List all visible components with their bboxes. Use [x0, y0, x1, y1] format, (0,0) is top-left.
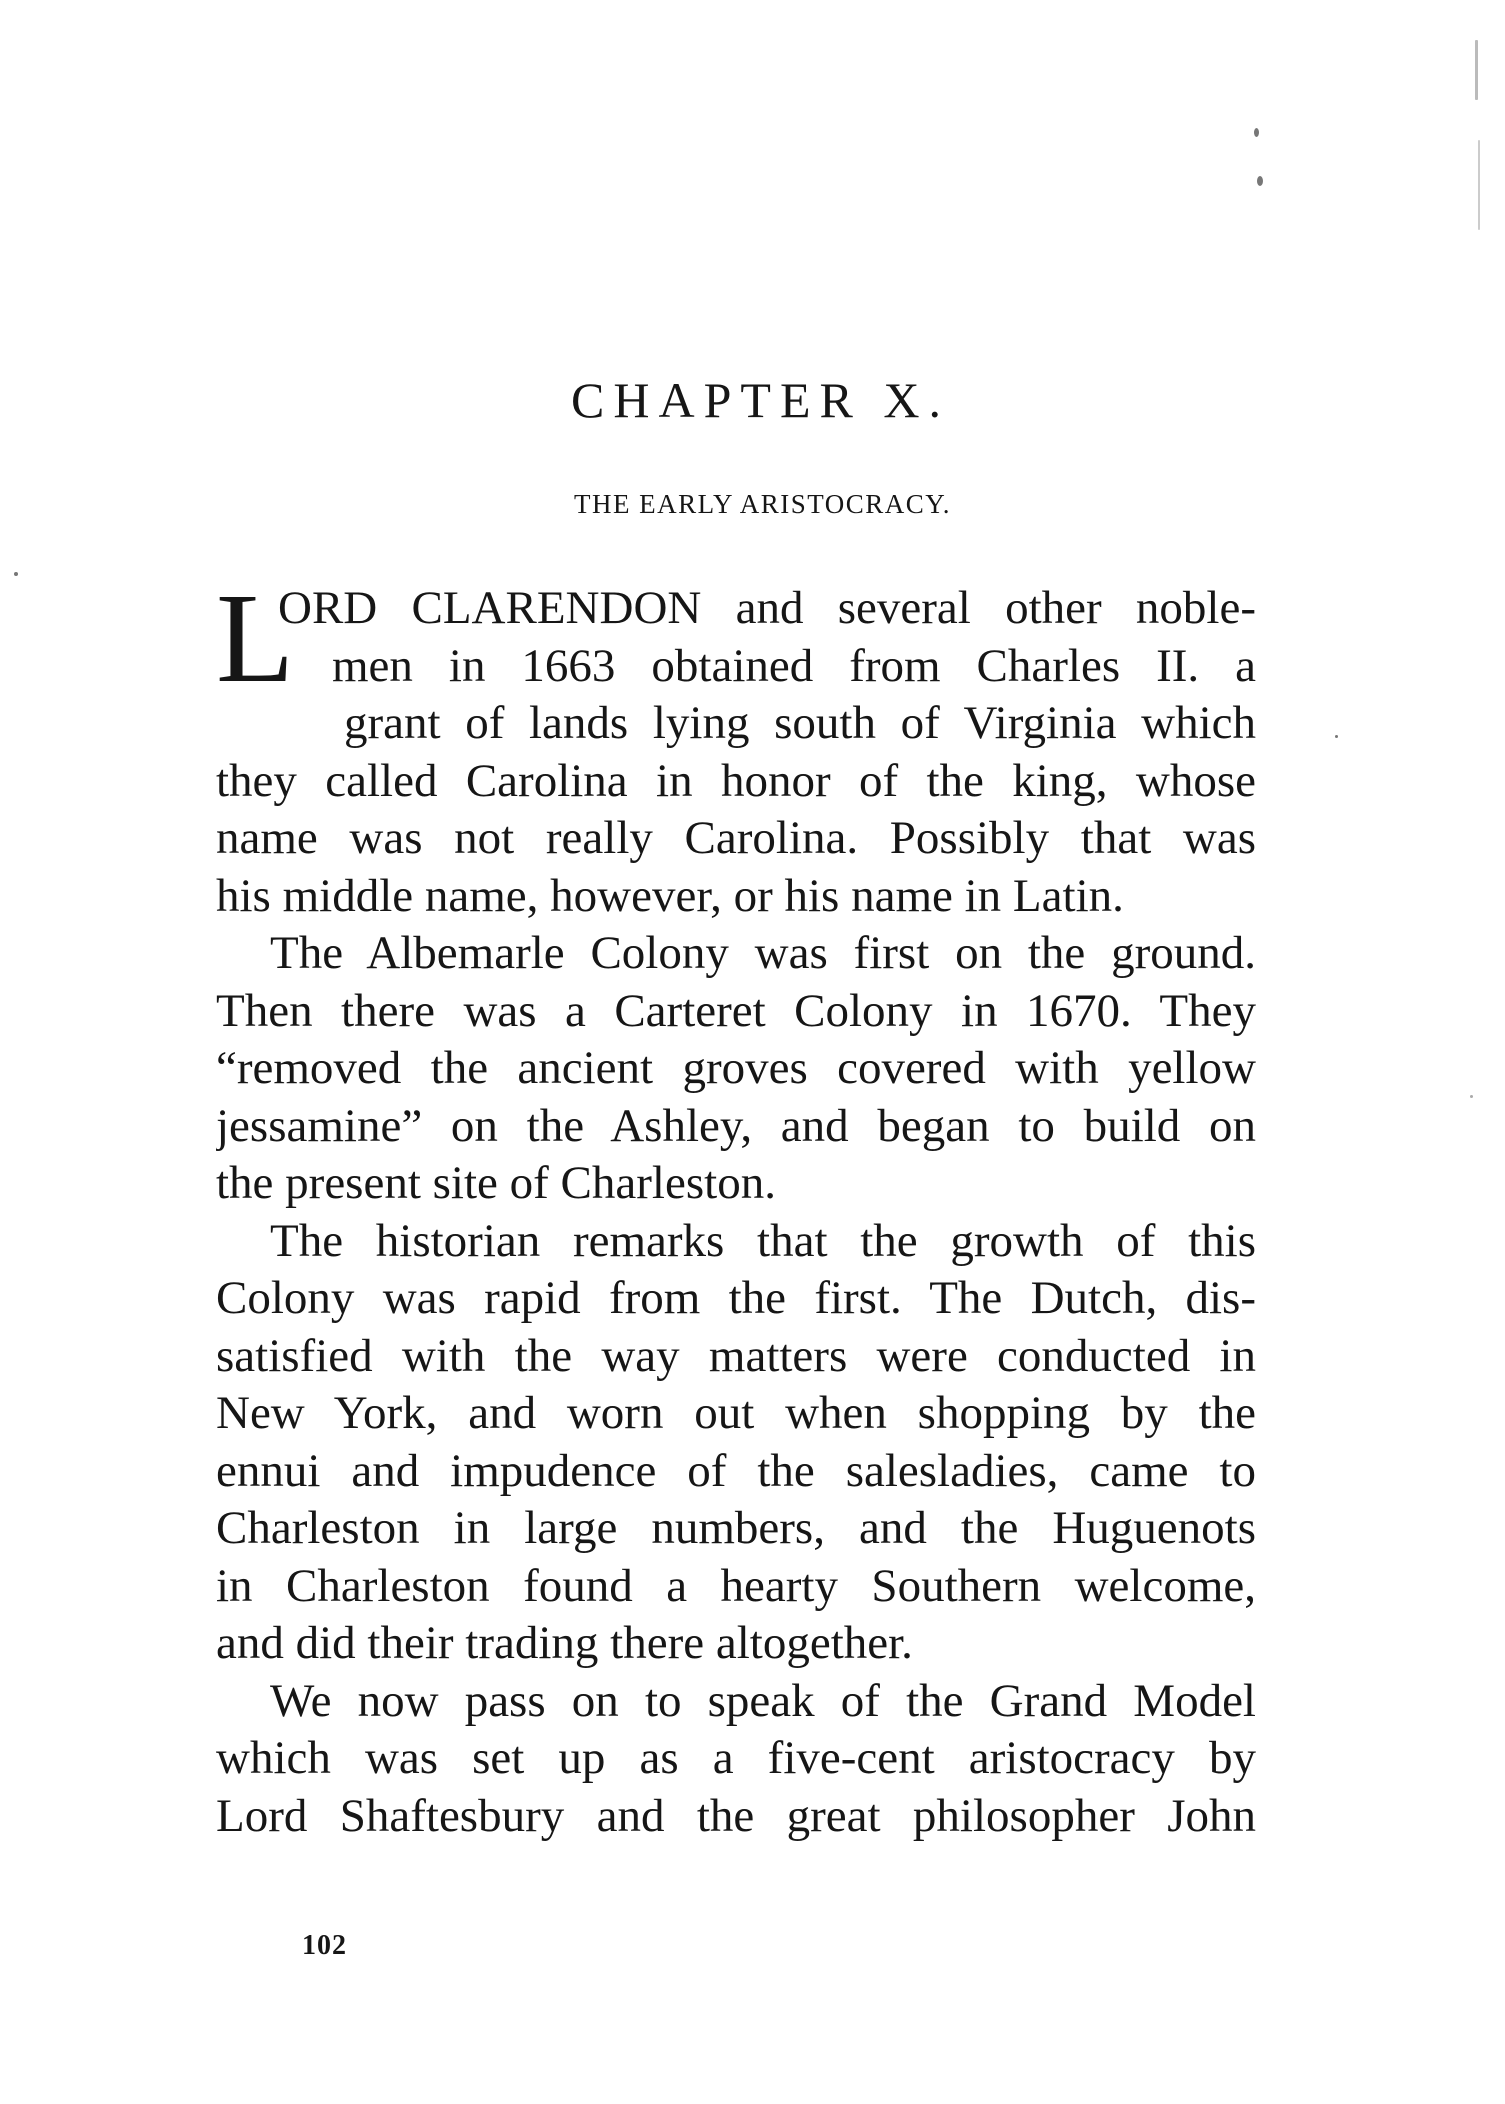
- text-line: satisfied with the way matters were conducted in: [216, 1329, 1256, 1382]
- text-line: Colony was rapid from the first. The Dutch, dis-: [216, 1272, 1256, 1324]
- text-line: Lord Shaftesbury and the great philosopher John: [216, 1789, 1256, 1842]
- body-text: [216, 567, 1256, 1845]
- scan-speck: [1257, 176, 1263, 186]
- scan-speck: [14, 572, 18, 576]
- text-line: men in 1663 obtained from Charles II. a: [332, 639, 1256, 692]
- paragraph-2: [216, 925, 1256, 1213]
- scan-speck: [1254, 128, 1259, 137]
- scan-speck: [1470, 1095, 1473, 1098]
- text-line: the present site of Charleston.: [216, 1157, 776, 1209]
- text-line: We now pass on to speak of the Grand Model: [270, 1674, 1256, 1727]
- page-number: 102: [302, 1930, 347, 1961]
- text-line: and did their trading there altogether.: [216, 1617, 913, 1669]
- text-line: Charleston in large numbers, and the Huguenots: [216, 1502, 1256, 1554]
- scan-speck: [1335, 735, 1338, 738]
- scan-speck: [1478, 140, 1480, 230]
- drop-cap: L: [216, 567, 295, 709]
- text-line: “removed the ancient groves covered with yellow: [216, 1042, 1256, 1094]
- text-line: they called Carolina in honor of the king, whose: [216, 754, 1256, 807]
- text-line: New York, and worn out when shopping by the: [216, 1387, 1256, 1439]
- paragraph-1: [216, 567, 1256, 925]
- text-line: in Charleston found a hearty Southern welcome,: [216, 1559, 1256, 1612]
- text-line: name was not really Carolina. Possibly that was: [216, 812, 1256, 864]
- text-line: The historian remarks that the growth of this: [270, 1214, 1256, 1267]
- text-line: The Albemarle Colony was first on the ground.: [270, 927, 1256, 979]
- text-line: which was set up as a five-cent aristocracy by: [216, 1732, 1256, 1784]
- paragraph-4: [216, 1673, 1256, 1846]
- text-line: ennui and impudence of the salesladies, came to: [216, 1444, 1256, 1497]
- chapter-subtitle: THE EARLY ARISTOCRACY.: [573, 489, 952, 519]
- text-line: Then there was a Carteret Colony in 1670. They: [216, 984, 1256, 1037]
- paragraph-3: [216, 1213, 1256, 1673]
- lead-lines: [216, 567, 1256, 709]
- scan-speck: [1475, 40, 1478, 100]
- chapter-title: CHAPTER X.: [571, 372, 950, 428]
- text-line: ORD CLARENDON and several other noble-: [278, 582, 1256, 634]
- text-line: jessamine” on the Ashley, and began to build on: [216, 1099, 1256, 1152]
- text-line: grant of lands lying south of Virginia which: [344, 697, 1256, 749]
- text-line: his middle name, however, or his name in Latin.: [216, 869, 1124, 922]
